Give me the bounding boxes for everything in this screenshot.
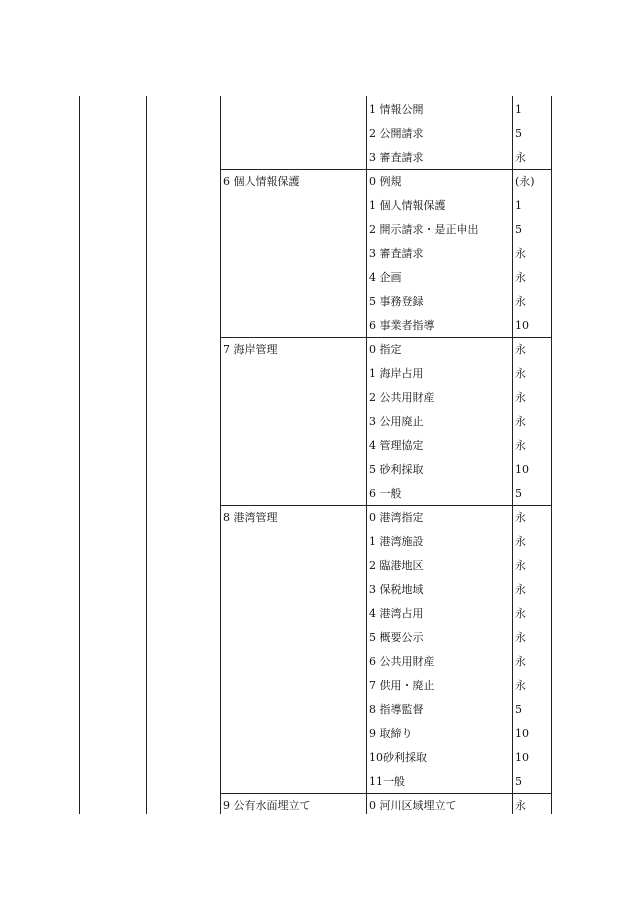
item-label: 7 供用・廃止 [369, 679, 435, 692]
retention-period: 5 [515, 703, 522, 716]
retention-period: 永 [515, 511, 526, 524]
item-label: 10砂利採取 [369, 751, 427, 764]
column-rule-3 [220, 96, 221, 814]
column-rule-5 [512, 96, 513, 814]
item-label: 1 個人情報保護 [369, 199, 446, 212]
retention-period: 10 [515, 727, 529, 740]
item-label: 8 指導監督 [369, 703, 424, 716]
item-label: 4 港湾占用 [369, 607, 424, 620]
retention-period: 永 [515, 367, 526, 380]
retention-period: 永 [515, 295, 526, 308]
retention-period: 永 [515, 631, 526, 644]
retention-period: 1 [515, 103, 522, 116]
category-label: 6 個人情報保護 [223, 175, 300, 188]
item-label: 5 概要公示 [369, 631, 424, 644]
item-label: 3 公用廃止 [369, 415, 424, 428]
retention-period: 永 [515, 271, 526, 284]
item-label: 6 公共用財産 [369, 655, 435, 668]
retention-period: 5 [515, 223, 522, 236]
retention-period: 永 [515, 151, 526, 164]
retention-period: 5 [515, 487, 522, 500]
column-rule-4 [366, 96, 367, 814]
retention-period: 永 [515, 655, 526, 668]
section-divider [220, 337, 552, 338]
retention-period: 5 [515, 775, 522, 788]
retention-period: 永 [515, 799, 526, 812]
column-rule-6 [551, 96, 552, 814]
item-label: 0 河川区域埋立て [369, 799, 457, 812]
item-label: 6 事業者指導 [369, 319, 435, 332]
category-label: 7 海岸管理 [223, 343, 278, 356]
retention-period: 永 [515, 391, 526, 404]
item-label: 3 審査請求 [369, 151, 424, 164]
item-label: 0 例規 [369, 175, 402, 188]
item-label: 5 事務登録 [369, 295, 424, 308]
item-label: 11一般 [369, 775, 405, 788]
item-label: 2 公共用財産 [369, 391, 435, 404]
item-label: 6 一般 [369, 487, 402, 500]
retention-period: 1 [515, 199, 522, 212]
retention-period: 5 [515, 127, 522, 140]
retention-period: 永 [515, 607, 526, 620]
retention-period: 10 [515, 463, 529, 476]
item-label: 1 港湾施設 [369, 535, 424, 548]
item-label: 9 取締り [369, 727, 413, 740]
section-divider [220, 169, 552, 170]
retention-period: 永 [515, 679, 526, 692]
retention-period: 永 [515, 439, 526, 452]
retention-period: 永 [515, 583, 526, 596]
category-label: 9 公有水面埋立て [223, 799, 311, 812]
item-label: 0 港湾指定 [369, 511, 424, 524]
item-label: 5 砂利採取 [369, 463, 424, 476]
retention-period: 永 [515, 535, 526, 548]
column-rule-1 [79, 96, 80, 814]
retention-period: (永) [515, 175, 535, 188]
item-label: 0 指定 [369, 343, 402, 356]
retention-period: 永 [515, 247, 526, 260]
category-label: 8 港湾管理 [223, 511, 278, 524]
retention-period: 永 [515, 415, 526, 428]
section-divider [220, 793, 552, 794]
item-label: 2 臨港地区 [369, 559, 424, 572]
retention-period: 10 [515, 319, 529, 332]
item-label: 1 海岸占用 [369, 367, 424, 380]
retention-period: 10 [515, 751, 529, 764]
item-label: 4 企画 [369, 271, 402, 284]
item-label: 2 開示請求・是正申出 [369, 223, 479, 236]
item-label: 1 情報公開 [369, 103, 424, 116]
item-label: 3 保税地域 [369, 583, 424, 596]
retention-period: 永 [515, 559, 526, 572]
item-label: 2 公開請求 [369, 127, 424, 140]
section-divider [220, 505, 552, 506]
item-label: 4 管理協定 [369, 439, 424, 452]
column-rule-2 [146, 96, 147, 814]
item-label: 3 審査請求 [369, 247, 424, 260]
retention-period: 永 [515, 343, 526, 356]
